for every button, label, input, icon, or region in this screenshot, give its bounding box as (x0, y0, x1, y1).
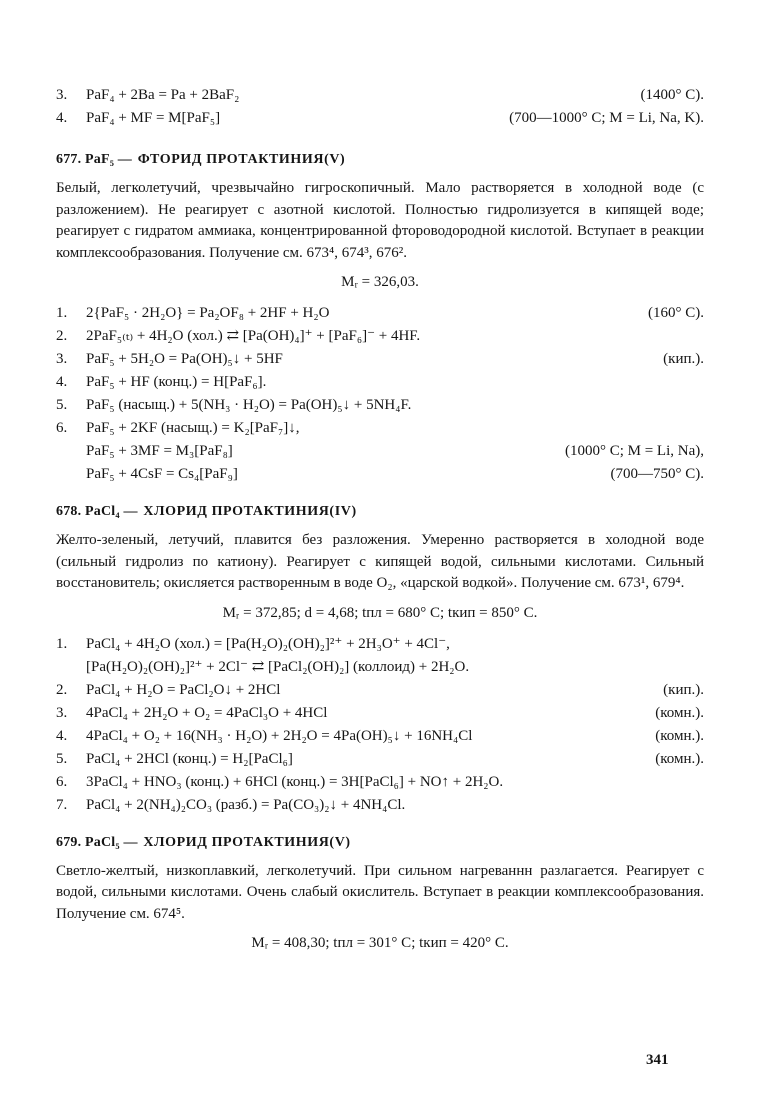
reaction-number: 3. (56, 87, 68, 103)
reaction-equation: PaF₅ + 4CsF = Cs₄[PaF₉] (86, 466, 238, 482)
reaction-equation: PaF₅ + HF (конц.) = H[PaF₆]. (86, 374, 267, 390)
reaction-equation: 4PaCl₄ + O₂ + 16(NH₃ · H₂O) + 2H₂O = 4Pa(OH)₅↓ + 16NH₄Cl (86, 727, 473, 744)
reaction-condition: (700—1000° C; M = Li, Na, K). (509, 110, 704, 126)
heading-formula: 679. PaCl₅ — (56, 834, 138, 850)
reaction-row (56, 325, 704, 348)
section-heading-677 (56, 148, 704, 172)
page-content (56, 84, 704, 963)
reaction-number: 5. (56, 750, 68, 767)
reaction-row (56, 440, 704, 463)
reaction-number: 4. (56, 727, 68, 744)
reaction-number: 6. (56, 773, 68, 790)
reaction-row (56, 107, 704, 130)
heading-name: ХЛОРИД ПРОТАКТИНИЯ(V) (143, 834, 351, 850)
reaction-number: 3. (56, 704, 68, 721)
reaction-row (56, 633, 704, 656)
reaction-number: 2. (56, 328, 68, 344)
reaction-row (56, 656, 704, 679)
reaction-equation: PaF₅ + 2KF (насыщ.) = K₂[PaF₇]↓, (86, 420, 300, 436)
reaction-row (56, 371, 704, 394)
properties-678: Mᵣ = 372,85; d = 4,68; tпл = 680° C; tкип = 850° C. (222, 604, 538, 621)
reaction-condition: (1000° C; M = Li, Na), (564, 443, 704, 459)
reactions-677 (56, 302, 704, 486)
reaction-number: 1. (56, 305, 68, 321)
reaction-condition: (комн.). (655, 704, 704, 721)
reaction-number: 1. (56, 635, 68, 652)
section-description-677: Белый, легколетучий, чрезвычайно гигроскопичный. Мало растворяется в холодной воде (с разложением). Не реагирует с азотной кислотой. Полностью гидролизуется в кипящей воде; реагирует с гидратом аммиака, концентрированной фтороводородной кислотой. Вступает в реакции комплексообразования. Получение см. 673⁴, 674³, 676². (56, 180, 704, 261)
section-heading-679 (56, 831, 704, 855)
reaction-number: 7. (56, 796, 68, 813)
reaction-equation: PaF₅ + 3MF = M₃[PaF₈] (86, 443, 233, 459)
section-description-678: Желто-зеленый, летучий, плавится без разложения. Умеренно растворяется в холодной воде (сильный гидролиз по катиону). Реагирует с кипящей водой, сильными кислотами. Сильный восстановитель; окисляется растворенным в воде O₂, «царской водкой». Получение см. 673¹, 679⁴. (56, 532, 704, 591)
reaction-equation: 3PaCl₄ + HNO₃ (конц.) + 6HCl (конц.) = 3H[PaCl₆] + NO↑ + 2H₂O. (86, 773, 504, 790)
reaction-number: 2. (56, 681, 68, 698)
reaction-equation: PaCl₄ + 2(NH₄)₂CO₃ (разб.) = Pa(CO₃)₂↓ + 4NH₄Cl. (86, 796, 406, 813)
heading-name: ХЛОРИД ПРОТАКТИНИЯ(IV) (143, 504, 357, 519)
reaction-condition: (700—750° C). (610, 466, 704, 482)
reaction-row (56, 702, 704, 725)
properties-679: Mᵣ = 408,30; tпл = 301° C; tкип = 420° C. (251, 935, 509, 951)
reaction-condition: (1400° C). (640, 87, 704, 103)
heading-formula: 678. PaCl₄ — (56, 504, 138, 519)
reaction-row (56, 679, 704, 702)
reaction-row (56, 794, 704, 817)
properties-677: Mᵣ = 326,03. (341, 274, 419, 290)
reaction-equation: 2PaF₅₍ₜ₎ + 4H₂O (хол.) ⇄ [Pa(OH)₄]⁺ + [PaF₆]⁻ + 4HF. (86, 328, 421, 344)
top-reactions (56, 84, 704, 130)
reaction-number: 6. (56, 420, 68, 436)
reaction-condition: (комн.). (655, 727, 704, 744)
reaction-condition: (кип.). (663, 351, 704, 367)
reaction-number: 3. (56, 351, 68, 367)
reaction-row (56, 771, 704, 794)
reaction-equation: PaF₄ + MF = M[PaF₅] (86, 110, 221, 126)
reaction-equation: 4PaCl₄ + 2H₂O + O₂ = 4PaCl₃O + 4HCl (86, 704, 328, 721)
section-heading-678 (56, 500, 704, 524)
reaction-number: 5. (56, 397, 68, 413)
reaction-row (56, 84, 704, 107)
reaction-condition: (кип.). (663, 681, 704, 698)
reaction-condition: (160° C). (648, 305, 704, 321)
reaction-row (56, 463, 704, 486)
reaction-equation: [Pa(H₂O)₂(OH)₂]²⁺ + 2Cl⁻ ⇄ [PaCl₂(OH)₂] (коллоид) + 2H₂O. (86, 658, 470, 675)
reaction-row (56, 394, 704, 417)
reaction-row (56, 725, 704, 748)
reactions-678 (56, 633, 704, 817)
reaction-equation: PaF₄ + 2Ba = Pa + 2BaF₂ (86, 87, 240, 103)
heading-name: ФТОРИД ПРОТАКТИНИЯ(V) (137, 152, 346, 167)
reaction-row (56, 302, 704, 325)
reaction-equation: PaCl₄ + H₂O = PaCl₂O↓ + 2HCl (86, 681, 281, 698)
reaction-row (56, 417, 704, 440)
page-number: 341 (646, 1052, 669, 1068)
reaction-number: 4. (56, 374, 68, 390)
reaction-equation: PaF₅ (насыщ.) + 5(NH₃ · H₂O) = Pa(OH)₅↓ + 5NH₄F. (86, 397, 412, 413)
reaction-row (56, 348, 704, 371)
reaction-equation: PaCl₄ + 4H₂O (хол.) = [Pa(H₂O)₂(OH)₂]²⁺ + 2H₃O⁺ + 4Cl⁻, (86, 635, 450, 652)
reaction-equation: PaCl₄ + 2HCl (конц.) = H₂[PaCl₆] (86, 750, 293, 767)
heading-formula: 677. PaF₅ — (56, 152, 133, 167)
reaction-row (56, 748, 704, 771)
reaction-number: 4. (56, 110, 68, 126)
reaction-equation: 2{PaF₅ · 2H₂O} = Pa₂OF₈ + 2HF + H₂O (86, 305, 330, 321)
reaction-condition: (комн.). (655, 750, 704, 767)
section-description-679: Светло-желтый, низкоплавкий, легколетучий. При сильном нагреваннн разлагается. Реагирует с водой, сильными кислотами. Очень слабый окислитель. Вступает в реакции комплексообразования. Получение см. 674⁵. (56, 862, 704, 922)
reaction-equation: PaF₅ + 5H₂O = Pa(OH)₅↓ + 5HF (86, 351, 283, 367)
